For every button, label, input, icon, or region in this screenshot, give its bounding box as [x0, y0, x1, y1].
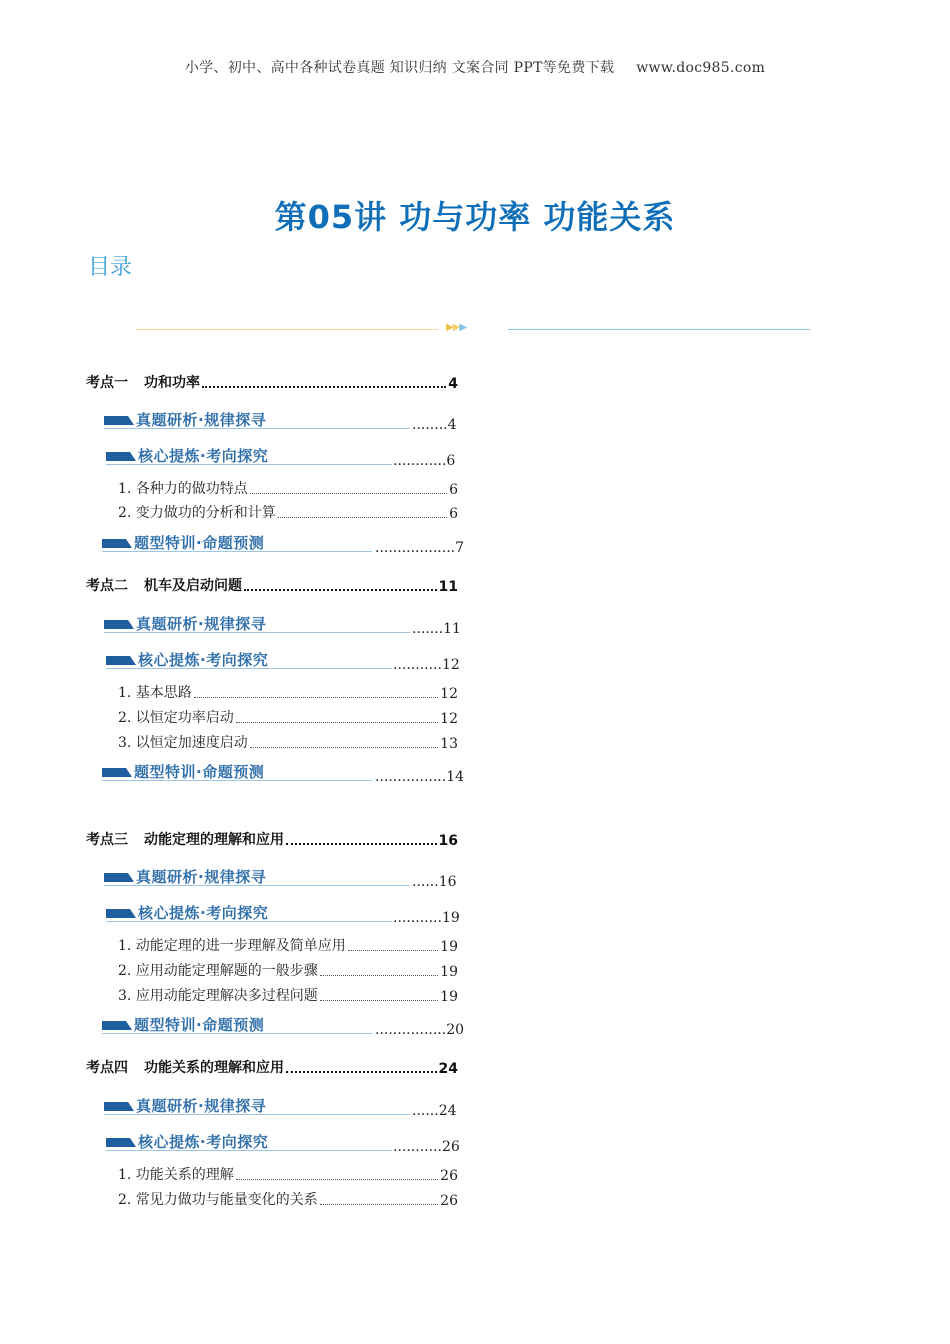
page-number: 6 [449, 506, 458, 522]
page-number: 4 [448, 376, 458, 392]
section-number: 考点四 [86, 1060, 128, 1076]
dot-leader [194, 696, 438, 698]
divider-right-line [508, 329, 810, 330]
banner-underline [104, 885, 410, 886]
banner-page-number: ..................7 [375, 540, 465, 556]
dot-leader [320, 974, 438, 976]
dot-leader [244, 588, 437, 591]
banner-underline [104, 1114, 410, 1115]
banner-bar-icon [102, 1021, 132, 1030]
toc-section-entry[interactable] [86, 573, 458, 595]
toc-banner-hx[interactable] [106, 900, 460, 928]
section-label [86, 1057, 284, 1077]
toc-subitem[interactable] [118, 730, 458, 752]
toc-heading: 目录 [88, 255, 133, 280]
subitem-label: 1. 各种力的做功特点 [118, 481, 248, 497]
page-number: 13 [440, 736, 458, 752]
page-number: 16 [438, 833, 458, 849]
section-label [86, 575, 242, 595]
banner-bar-icon [106, 656, 136, 665]
banner-title: 真题研析·规律探寻 [136, 868, 267, 886]
divider-left-line [136, 329, 438, 330]
dot-leader [202, 385, 446, 388]
toc-banner-zt[interactable] [104, 611, 472, 639]
toc-banner-tx[interactable] [102, 1012, 465, 1040]
banner-page-number: ......16 [412, 874, 457, 890]
toc-banner-hx[interactable] [106, 647, 460, 675]
section-label [86, 372, 200, 392]
dot-leader [250, 746, 438, 748]
page-number: 19 [440, 939, 458, 955]
page-number: 11 [438, 579, 458, 595]
toc-subitem[interactable] [118, 958, 458, 980]
divider-arrow-icons: ▶▶▶ [446, 322, 467, 333]
page-number: 19 [440, 964, 458, 980]
banner-page-number: ...........12 [393, 657, 460, 673]
header-url[interactable]: www.doc985.com [636, 60, 766, 76]
section-number: 考点三 [86, 832, 128, 848]
toc-banner-zt[interactable] [104, 407, 472, 435]
toc-subitem[interactable] [118, 1162, 458, 1184]
page-title: 第05讲 功与功率 功能关系 [274, 198, 676, 236]
banner-bar-icon [102, 768, 132, 777]
banner-bar-icon [104, 873, 134, 882]
section-title: 机车及启动问题 [144, 578, 242, 594]
banner-underline [106, 464, 392, 465]
section-number: 考点一 [86, 375, 128, 391]
page-number: 12 [440, 711, 458, 727]
banner-page-number: .......11 [412, 621, 461, 637]
site-header [0, 57, 950, 77]
section-title: 功能关系的理解和应用 [144, 1060, 284, 1076]
dot-leader [286, 1070, 437, 1073]
banner-underline [102, 551, 372, 552]
toc-section-entry[interactable] [86, 1055, 458, 1077]
banner-underline [106, 1150, 392, 1151]
dot-leader [250, 492, 447, 494]
banner-underline [102, 1033, 372, 1034]
banner-page-number: ......24 [412, 1103, 457, 1119]
toc-section-entry[interactable] [86, 827, 458, 849]
dot-leader [236, 1178, 438, 1180]
page-number: 26 [440, 1168, 458, 1184]
toc-divider [136, 322, 810, 338]
banner-underline [106, 921, 392, 922]
subitem-label: 1. 动能定理的进一步理解及简单应用 [118, 938, 346, 954]
banner-title: 真题研析·规律探寻 [136, 615, 267, 633]
banner-underline [104, 632, 410, 633]
dot-leader [320, 999, 438, 1001]
banner-title: 核心提炼·考向探究 [138, 447, 269, 465]
banner-bar-icon [106, 1138, 136, 1147]
subitem-label: 3. 以恒定加速度启动 [118, 735, 248, 751]
toc-banner-tx[interactable] [102, 530, 465, 558]
toc-subitem[interactable] [118, 476, 458, 498]
toc-section-entry[interactable] [86, 370, 458, 392]
section-number: 考点二 [86, 578, 128, 594]
banner-title: 真题研析·规律探寻 [136, 411, 267, 429]
banner-page-number: ................20 [375, 1022, 465, 1038]
dot-leader [236, 721, 438, 723]
toc-subitem[interactable] [118, 680, 458, 702]
banner-underline [106, 668, 392, 669]
banner-title: 题型特训·命题预测 [134, 534, 265, 552]
toc-banner-zt[interactable] [104, 1093, 472, 1121]
banner-underline [104, 428, 410, 429]
banner-title: 核心提炼·考向探究 [138, 1133, 269, 1151]
banner-title: 核心提炼·考向探究 [138, 904, 269, 922]
dot-leader [278, 516, 447, 518]
banner-page-number: ................14 [375, 769, 465, 785]
dot-leader [320, 1203, 438, 1205]
banner-bar-icon [106, 909, 136, 918]
page-number: 26 [440, 1193, 458, 1209]
dot-leader [348, 949, 438, 951]
page-number: 19 [440, 989, 458, 1005]
subitem-label: 1. 功能关系的理解 [118, 1167, 234, 1183]
banner-bar-icon [106, 452, 136, 461]
banner-bar-icon [104, 1102, 134, 1111]
toc-banner-hx[interactable] [106, 443, 456, 471]
toc-banner-zt[interactable] [104, 864, 472, 892]
section-title: 动能定理的理解和应用 [144, 832, 284, 848]
subitem-label: 1. 基本思路 [118, 685, 192, 701]
banner-title: 题型特训·命题预测 [134, 1016, 265, 1034]
toc-banner-hx[interactable] [106, 1129, 460, 1157]
banner-title: 真题研析·规律探寻 [136, 1097, 267, 1115]
banner-bar-icon [104, 620, 134, 629]
toc-subitem[interactable] [118, 1187, 458, 1209]
page-number: 24 [438, 1061, 458, 1077]
toc-subitem[interactable] [118, 500, 458, 522]
page-number: 6 [449, 482, 458, 498]
banner-page-number: ........4 [412, 417, 457, 433]
subitem-label: 2. 常见力做功与能量变化的关系 [118, 1192, 318, 1208]
dot-leader [286, 842, 437, 845]
subitem-label: 2. 变力做功的分析和计算 [118, 505, 276, 521]
toc-subitem[interactable] [118, 933, 458, 955]
banner-page-number: ...........19 [393, 910, 460, 926]
banner-title: 题型特训·命题预测 [134, 763, 265, 781]
banner-bar-icon [104, 416, 134, 425]
toc-subitem[interactable] [118, 705, 458, 727]
header-text: 小学、初中、高中各种试卷真题 知识归纳 文案合同 PPT等免费下载 [184, 60, 615, 76]
section-label [86, 829, 284, 849]
banner-underline [102, 780, 372, 781]
page-number: 12 [440, 686, 458, 702]
subitem-label: 2. 以恒定功率启动 [118, 710, 234, 726]
banner-page-number: ............6 [393, 453, 456, 469]
toc-subitem[interactable] [118, 983, 458, 1005]
banner-page-number: ...........26 [393, 1139, 460, 1155]
banner-bar-icon [102, 539, 132, 548]
subitem-label: 2. 应用动能定理解题的一般步骤 [118, 963, 318, 979]
banner-title: 核心提炼·考向探究 [138, 651, 269, 669]
section-title: 功和功率 [144, 375, 200, 391]
subitem-label: 3. 应用动能定理解决多过程问题 [118, 988, 318, 1004]
toc-banner-tx[interactable] [102, 759, 465, 787]
